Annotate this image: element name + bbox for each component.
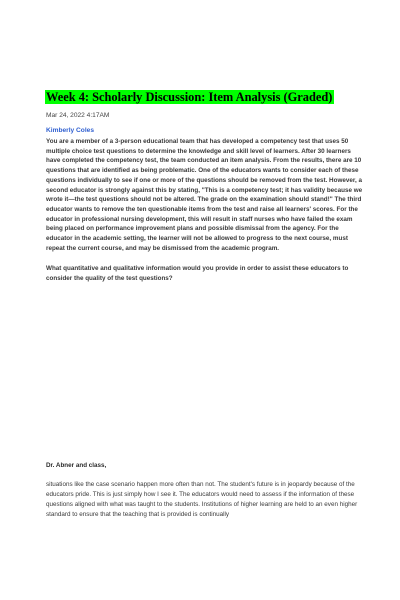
question-paragraph: What quantitative and qualitative information would you provide in order to assist these educators to consider the quality of the test questions?	[46, 265, 349, 282]
reply-paragraph: situations like the case scenario happen more often than not. The student's future is in jeopardy because of the educators pride. This is just simply how I see it. The educators would need to assess if the information of these questions aligned with what was taught to the students. Institutions of higher learning are held to an even higher standard to ensure that the teaching that is provided is continually	[46, 481, 358, 518]
scenario-paragraph: You are a member of a 3-person educational team that has developed a competency test that uses 50 multiple choice test questions to determine the knowledge and skill level of learners. After 30 learners have completed the competency test, the team conducted an item analysis. From the results, there are 10 questions that are identified as being problematic. One of the educators wants to consider each of these questions individually to see if one or more of the questions should be removed from the test. However, a second educator is strongly against this by stating, "This is a competency test; it has validity because we wrote it—the test questions should not be altered. The grade on the examination should stand!" The third educator wants to remove the ten questionable items from the test and raise all learners' scores. For the educator in professional nursing development, this will result in staff nurses who have failed the exam being placed on performance improvement plans and possible dismissal from the agency. For the educator in the academic setting, the learner will not be allowed to progress to the next course, must repeat the current course, and may be dismissed from the academic program.	[46, 138, 363, 252]
reply-greeting: Dr. Abner and class,	[46, 462, 107, 469]
author-name[interactable]: Kimberly Coles	[46, 127, 95, 134]
discussion-title: Week 4: Scholarly Discussion: Item Analysis (Graded)	[46, 90, 333, 104]
post-date: Mar 24, 2022 4:17AM	[46, 112, 110, 119]
title-block	[45, 88, 334, 106]
